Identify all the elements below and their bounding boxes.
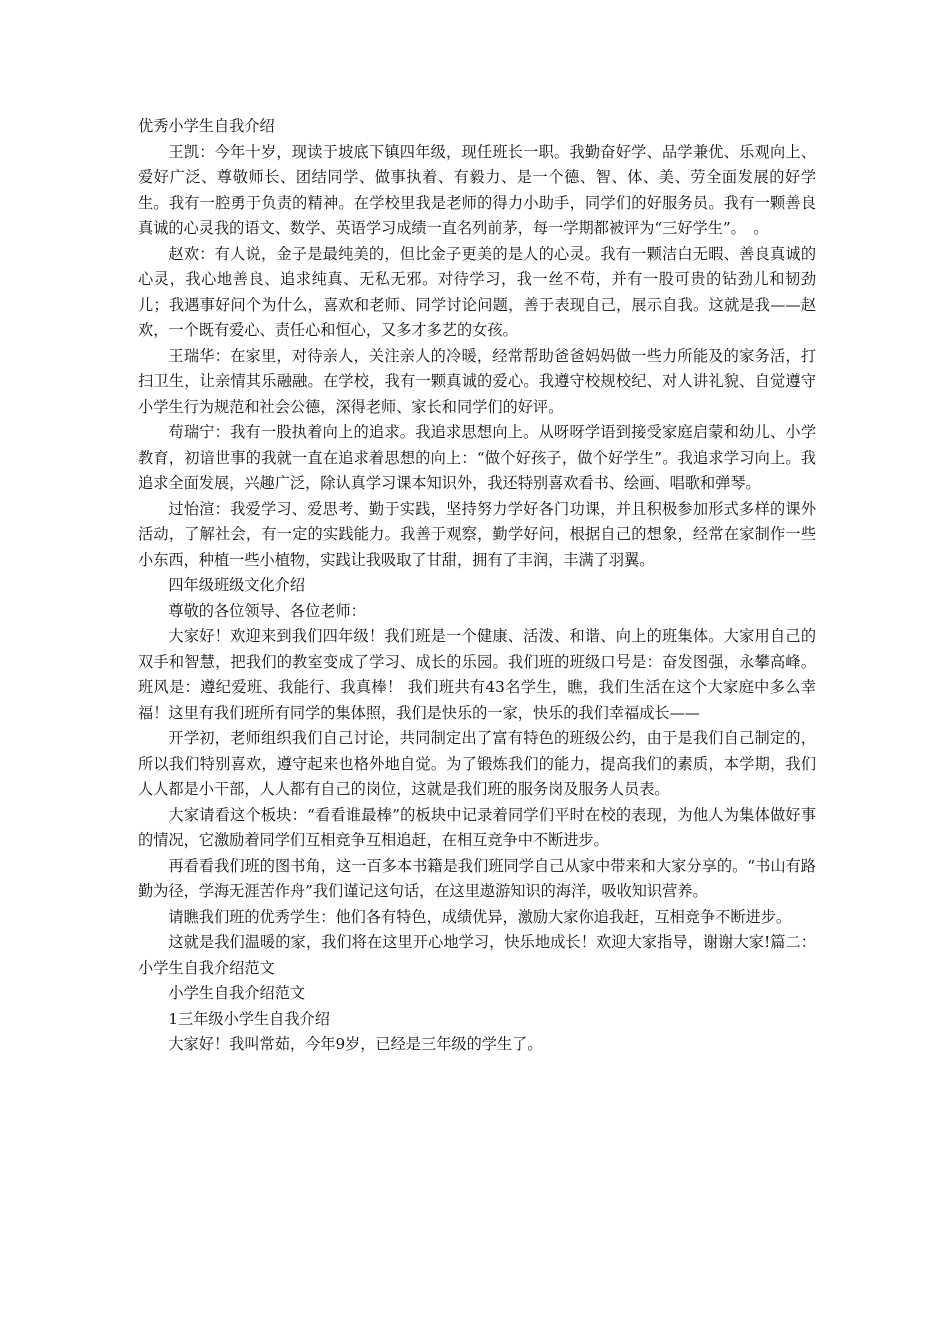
paragraph: 过怡渲：我爱学习、爱思考、勤于实践，坚持努力学好各门功课，并且积极参加形式多样的课外活动，了解社会，有一定的实践能力。我善于观察，勤学好问，根据自己的想象，经常在家制作一些小东西，种植一些小植物，实践让我吸取了甘甜，拥有了丰润，丰满了羽翼。 — [138, 499, 816, 569]
section-heading: 四年级班级文化介绍 — [168, 576, 306, 594]
paragraph: 再看看我们班的图书角，这一百多本书籍是我们班同学自己从家中带来和大家分享的。“书山有路勤为径，学海无涯苦作舟”我们谨记这句话，在这里遨游知识的海洋，吸收知识营养。 — [138, 856, 816, 900]
paragraph: 苟瑞宁：我有一股执着向上的追求。我追求思想向上。从呀呀学语到接受家庭启蒙和幼儿、小学教育，初谙世事的我就一直在追求着思想的向上：“做个好孩子，做个好学生”。我追求学习向上。我追求全面发展，兴趣广泛，除认真学习课本知识外，我还特别喜欢看书、绘画、唱歌和弹琴。 — [138, 423, 816, 492]
paragraph: 开学初，老师组织我们自己讨论，共同制定出了富有特色的班级公约，由于是我们自己制定的，所以我们特别喜欢，遵守起来也格外地自觉。为了锻炼我们的能力，提高我们的素质，本学期，我们人人都是小干部，人人都有自己的岗位，这就是我们班的服务岗及服务人员表。 — [138, 729, 816, 798]
paragraph: 大家好！欢迎来到我们四年级！我们班是一个健康、活泼、和谐、向上的班集体。大家用自己的双手和智慧，把我们的教室变成了学习、成长的乐园。我们班的班级口号是：奋发图强，永攀高峰。班风是：遵纪爱班、我能行、我真棒！ 我们班共有43名学生，瞧，我们生活在这个大家庭中多么幸福！这里有我们班所有同学的集体照，我们是快乐的一家，快乐的我们幸福成长—— — [138, 627, 816, 722]
document-page — [138, 114, 816, 1058]
section-heading: 1三年级小学生自我介绍 — [168, 1009, 330, 1028]
salutation: 尊敬的各位领导、各位老师： — [168, 601, 366, 620]
section-heading: 小学生自我介绍范文 — [168, 984, 306, 1002]
paragraph: 王凯：今年十岁，现读于坡底下镇四年级，现任班长一职。我勤奋好学、品学兼优、乐观向上、爱好广泛、尊敬师长、团结同学、做事执着、有毅力、是一个德、智、体、美、劳全面发展的好学生。我有一腔勇于负责的精神。在学校里我是老师的得力小助手，同学们的好服务员。我有一颗善良真诚的心灵我的语文、数学、英语学习成绩一直名列前茅，每一学期都被评为“三好学生”。 。 — [138, 142, 816, 237]
paragraph: 大家请看这个板块：“看看谁最棒”的板块中记录着同学们平时在校的表现，为他人为集体做好事的情况，它激励着同学们互相竞争互相追赶，在相互竞争中不断进步。 — [138, 805, 816, 849]
paragraph: 赵欢：有人说，金子是最纯美的，但比金子更美的是人的心灵。我有一颗洁白无暇、善良真诚的心灵，我心地善良、追求纯真、无私无邪。对待学习，我一丝不苟，并有一股可贵的钻劲儿和韧劲儿；我遇事好问个为什么，喜欢和老师、同学讨论问题，善于表现自己，展示自我。这就是我——赵欢，一个既有爱心、责任心和恒心，又多才多艺的女孩。 — [138, 244, 816, 339]
paragraph: 王瑞华：在家里，对待亲人，关注亲人的冷暖，经常帮助爸爸妈妈做一些力所能及的家务活，打扫卫生，让亲情其乐融融。在学校，我有一颗真诚的爱心。我遵守校规校纪、对人讲礼貌、自觉遵守小学生行为规范和社会公德，深得老师、家长和同学们的好评。 — [138, 346, 816, 416]
paragraph: 这就是我们温暖的家，我们将在这里开心地学习，快乐地成长！欢迎大家指导，谢谢大家!篇二：小学生自我介绍范文 — [138, 933, 816, 977]
document-title: 优秀小学生自我介绍 — [138, 117, 275, 135]
paragraph: 请瞧我们班的优秀学生：他们各有特色，成绩优异，激励大家你追我赶，互相竞争不断进步。 — [168, 907, 792, 926]
paragraph: 大家好！我叫常茹，今年9岁，已经是三年级的学生了。 — [168, 1035, 543, 1053]
